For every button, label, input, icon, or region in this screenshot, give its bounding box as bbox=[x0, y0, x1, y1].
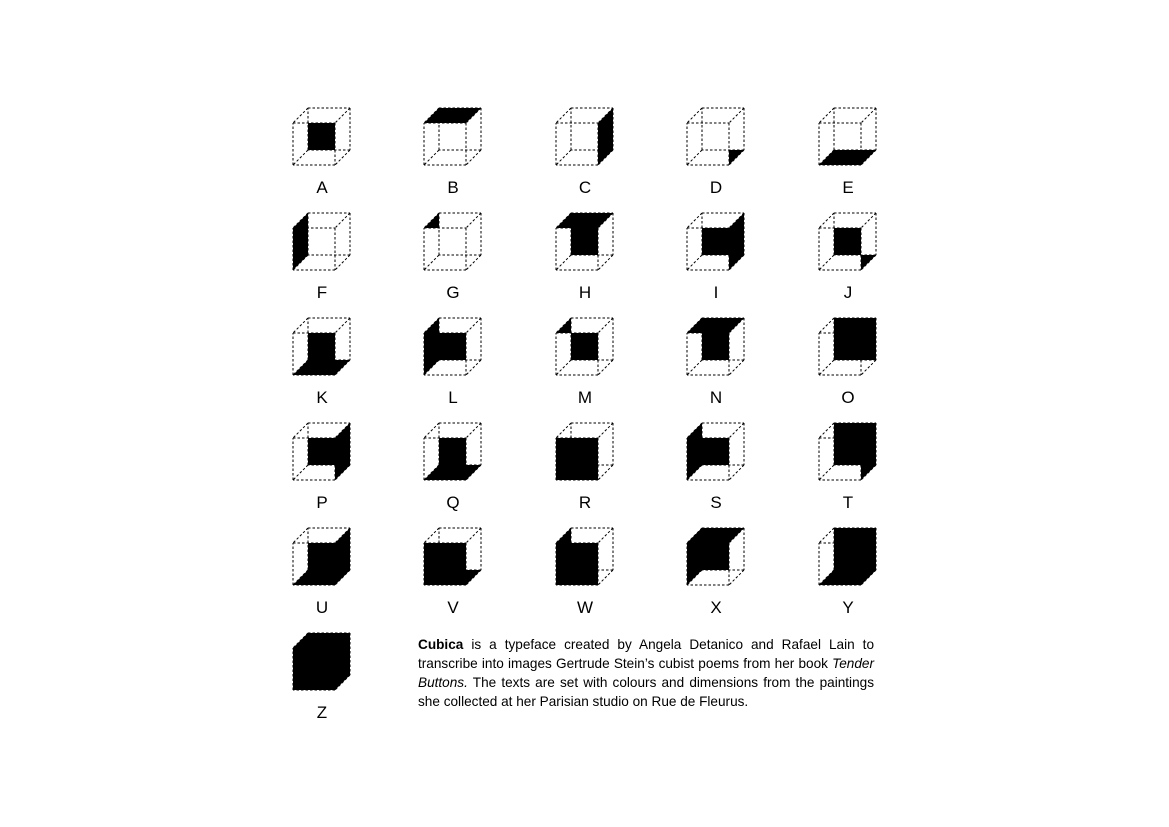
face-front bbox=[439, 438, 466, 465]
letter-label-s: S bbox=[710, 493, 722, 512]
letter-label-h: H bbox=[578, 283, 592, 302]
face-bottom bbox=[293, 360, 350, 375]
cube-glyph-u bbox=[293, 528, 350, 585]
letter-label-l: L bbox=[448, 388, 458, 407]
face-back-front bbox=[556, 438, 598, 480]
cube-edge bbox=[293, 150, 308, 165]
cube-edge bbox=[293, 465, 308, 480]
cube-edge bbox=[687, 255, 702, 270]
cube-edge bbox=[598, 465, 613, 480]
face-front bbox=[571, 333, 598, 360]
face-front bbox=[439, 333, 466, 360]
cube-edge bbox=[556, 423, 571, 438]
cube-glyph-d bbox=[687, 108, 744, 165]
cube-edge bbox=[819, 528, 834, 543]
face-back bbox=[834, 318, 876, 360]
description-book: Tender Buttons. bbox=[418, 656, 874, 690]
cube-edge bbox=[861, 213, 876, 228]
letter-label-m: M bbox=[577, 388, 593, 407]
cube-glyph-y bbox=[819, 528, 876, 585]
face-bottom bbox=[819, 570, 876, 585]
cube-glyph-q bbox=[424, 423, 481, 480]
face-top bbox=[424, 108, 481, 123]
cube-edge bbox=[861, 360, 876, 375]
cube-edge bbox=[819, 318, 834, 333]
letter-label-z: Z bbox=[316, 703, 328, 722]
cube-edge bbox=[466, 318, 481, 333]
cube-edge bbox=[556, 360, 571, 375]
cube-glyph-n bbox=[687, 318, 744, 375]
face-front bbox=[702, 543, 729, 570]
letter-label-p: P bbox=[316, 493, 328, 512]
letter-label-i: I bbox=[713, 283, 719, 302]
letter-label-g: G bbox=[446, 283, 460, 302]
cube-edge bbox=[556, 108, 571, 123]
cube-edge bbox=[424, 423, 439, 438]
face-front bbox=[308, 543, 335, 570]
cube-edge bbox=[819, 255, 834, 270]
cube-edge bbox=[335, 318, 350, 333]
letter-label-e: E bbox=[842, 178, 854, 197]
cube-edge bbox=[598, 360, 613, 375]
cube-edge bbox=[293, 318, 308, 333]
cube-edge bbox=[556, 255, 571, 270]
cube-glyph-l bbox=[424, 318, 481, 375]
cube-edge bbox=[819, 423, 834, 438]
letter-label-t: T bbox=[842, 493, 854, 512]
face-bottom bbox=[819, 150, 876, 165]
cube-edge bbox=[861, 108, 876, 123]
face-front bbox=[308, 438, 335, 465]
cube-edge bbox=[335, 108, 350, 123]
letter-label-y: Y bbox=[842, 598, 854, 617]
letter-label-x: X bbox=[710, 598, 722, 617]
cube-edge bbox=[598, 423, 613, 438]
face-right bbox=[598, 108, 613, 165]
cube-edge bbox=[687, 108, 702, 123]
cube-edge bbox=[729, 108, 744, 123]
cube-edge bbox=[293, 528, 308, 543]
letter-label-a: A bbox=[316, 178, 328, 197]
face-left bbox=[424, 318, 439, 375]
letter-label-w: W bbox=[576, 598, 594, 617]
cube-edge bbox=[598, 255, 613, 270]
cube-glyph-x bbox=[687, 528, 744, 585]
face-front bbox=[702, 228, 729, 255]
cube-edge bbox=[424, 528, 439, 543]
letter-label-n: N bbox=[709, 388, 723, 407]
face-bottom bbox=[293, 570, 350, 585]
face-right bbox=[729, 213, 744, 270]
face-front bbox=[308, 123, 335, 150]
cube-edge bbox=[466, 213, 481, 228]
face-front bbox=[834, 228, 861, 255]
face-front bbox=[571, 228, 598, 255]
cube-glyph-v bbox=[424, 528, 481, 585]
letter-label-d: D bbox=[709, 178, 723, 197]
cube-edge bbox=[598, 570, 613, 585]
description-part2: The texts are set with colours and dimensions from the paintings she collected at her Parisian studio on Rue de Fleurus. bbox=[418, 675, 874, 709]
face-outline bbox=[556, 423, 613, 438]
cube-glyph-s bbox=[687, 423, 744, 480]
cube-edge bbox=[729, 423, 744, 438]
cube-glyph-b bbox=[424, 108, 481, 165]
cube-edge bbox=[293, 108, 308, 123]
cube-edge bbox=[729, 360, 744, 375]
face-outline bbox=[424, 528, 481, 543]
face-front bbox=[702, 333, 729, 360]
cube-glyph-a bbox=[293, 108, 350, 165]
cube-glyph-e bbox=[819, 108, 876, 165]
description-text bbox=[418, 635, 874, 711]
cube-edge bbox=[466, 423, 481, 438]
letter-label-u: U bbox=[315, 598, 329, 617]
cube-edge bbox=[335, 255, 350, 270]
letter-label-r: R bbox=[578, 493, 592, 512]
description-title: Cubica bbox=[418, 637, 464, 652]
cube-glyph-r bbox=[556, 423, 613, 480]
cube-edge bbox=[729, 465, 744, 480]
cube-glyph-w bbox=[556, 528, 613, 585]
cube-edge bbox=[687, 150, 702, 165]
letter-label-k: K bbox=[316, 388, 328, 407]
cube-glyph-i bbox=[687, 213, 744, 270]
cube-glyph-f bbox=[293, 213, 350, 270]
letter-label-j: J bbox=[843, 283, 853, 302]
cube-edge bbox=[466, 528, 481, 543]
cube-edge bbox=[819, 465, 834, 480]
cube-edge bbox=[424, 150, 439, 165]
cube-glyph-t bbox=[819, 423, 876, 480]
cube-edge bbox=[819, 360, 834, 375]
letter-label-c: C bbox=[578, 178, 592, 197]
cube-edge bbox=[556, 150, 571, 165]
cube-edge bbox=[598, 528, 613, 543]
face-back-front bbox=[556, 543, 598, 585]
cube-edge bbox=[424, 255, 439, 270]
cube-glyph-k bbox=[293, 318, 350, 375]
letter-label-v: V bbox=[447, 598, 459, 617]
cube-edge bbox=[335, 213, 350, 228]
face-front bbox=[702, 438, 729, 465]
cube-edge bbox=[293, 423, 308, 438]
face-top bbox=[556, 213, 613, 228]
letter-label-f: F bbox=[316, 283, 328, 302]
cube-glyph-z bbox=[293, 633, 350, 690]
cube-edge bbox=[729, 570, 744, 585]
cube-glyph-h bbox=[556, 213, 613, 270]
face-back-front bbox=[424, 543, 466, 585]
cube-edge bbox=[466, 360, 481, 375]
cube-glyph-j bbox=[819, 213, 876, 270]
cube-glyph-o bbox=[819, 318, 876, 375]
cube-edge bbox=[598, 318, 613, 333]
letter-label-o: O bbox=[841, 388, 855, 407]
cube-edge bbox=[335, 150, 350, 165]
letter-label-q: Q bbox=[446, 493, 460, 512]
description-part1: is a typeface created by Angela Detanico and Rafael Lain to transcribe into images Gertrude Stein’s cubist poems from her book bbox=[418, 637, 874, 671]
face-front bbox=[308, 333, 335, 360]
cube-edge bbox=[819, 213, 834, 228]
cube-glyph-c bbox=[556, 108, 613, 165]
cube-edge bbox=[687, 213, 702, 228]
cube-edge bbox=[466, 150, 481, 165]
letter-label-b: B bbox=[447, 178, 459, 197]
cube-edge bbox=[466, 255, 481, 270]
cube-glyph-m bbox=[556, 318, 613, 375]
cube-edge bbox=[687, 360, 702, 375]
cube-glyph-g bbox=[424, 213, 481, 270]
cube-edge bbox=[819, 108, 834, 123]
cube-glyph-p bbox=[293, 423, 350, 480]
face-left bbox=[293, 213, 308, 270]
